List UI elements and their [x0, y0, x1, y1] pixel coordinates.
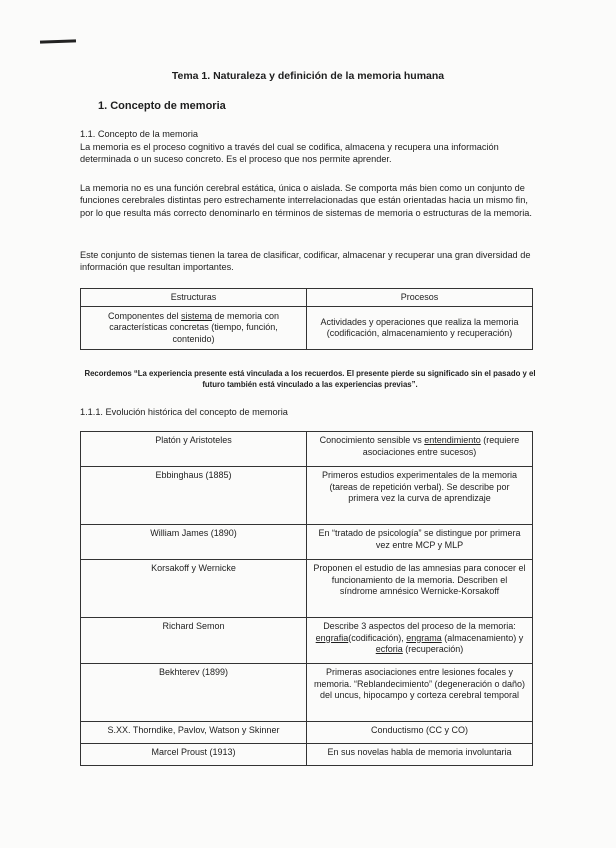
author-cell: Platón y Aristoteles [81, 432, 307, 467]
author-cell: William James (1890) [81, 525, 307, 560]
contribution-cell: Conocimiento sensible vs entendimiento (requiere asociaciones entre sucesos) [307, 432, 533, 467]
table-row [81, 525, 533, 560]
contribution-cell: Describe 3 aspectos del proceso de la memoria: engrafia(codificación), engrama (almacenamiento) y ecforia (recuperación) [307, 618, 533, 664]
table-row [81, 467, 533, 525]
contribution-cell: Primeros estudios experimentales de la memoria (tareas de repetición verbal). Se describe por primera vez la curva de aprendizaje [307, 467, 533, 525]
section-heading: 1. Concepto de memoria [98, 100, 226, 112]
contribution-cell: Conductismo (CC y CO) [307, 722, 533, 744]
contribution-cell: Proponen el estudio de las amnesias para conocer el funcionamiento de la memoria. Describen el síndrome amnésico Wernicke-Korsakoff [307, 560, 533, 618]
subsection-heading-1-1: 1.1. Concepto de la memoria [80, 129, 198, 139]
paragraph-systems: La memoria no es una función cerebral estática, única o aislada. Se comporta más bien como un conjunto de funciones cerebrales distintas pero estrechamente interrelacionadas que están orientadas hacia un mismo fin, por lo que resulta más correcto denominarlo en términos de sistemas de memoria o estructuras de la memoria. [80, 183, 532, 218]
history-table [80, 431, 533, 766]
table-header-row [81, 289, 533, 307]
table-row [81, 664, 533, 722]
table-row [81, 722, 533, 744]
table-row [81, 307, 533, 350]
table-row [81, 432, 533, 467]
header-structures: Estructuras [81, 289, 307, 307]
author-cell: S.XX. Thorndike, Pavlov, Watson y Skinner [81, 722, 307, 744]
table-row [81, 618, 533, 664]
structures-processes-table [80, 288, 533, 350]
author-cell: Marcel Proust (1913) [81, 744, 307, 766]
header-processes: Procesos [307, 289, 533, 307]
contribution-cell: En “tratado de psicología” se distingue por primera vez entre MCP y MLP [307, 525, 533, 560]
author-cell: Richard Semon [81, 618, 307, 664]
subsection-heading-1-1-1: 1.1.1. Evolución histórica del concepto de memoria [80, 407, 288, 417]
author-cell: Bekhterev (1899) [81, 664, 307, 722]
contribution-cell: En sus novelas habla de memoria involuntaria [307, 744, 533, 766]
table-row [81, 744, 533, 766]
processes-cell: Actividades y operaciones que realiza la memoria (codificación, almacenamiento y recuperación) [307, 307, 533, 350]
structures-cell: Componentes del sistema de memoria con características concretas (tiempo, función, contenido) [81, 307, 307, 350]
paragraph-definition: La memoria es el proceso cognitivo a través del cual se codifica, almacena y recupera una información determinada o un suceso concreto. Es el proceso que nos permite aprender. [80, 142, 499, 165]
author-cell: Korsakoff y Wernicke [81, 560, 307, 618]
contribution-cell: Primeras asociaciones entre lesiones focales y memoria. “Reblandecimiento” (degeneración o daño) del uncus, hipocampo y corteza cerebral temporal [307, 664, 533, 722]
table-row [81, 560, 533, 618]
document-title: Tema 1. Naturaleza y definición de la memoria humana [171, 70, 445, 82]
pen-mark [40, 39, 76, 43]
quote: Recordemos “La experiencia presente está vinculada a los recuerdos. El presente pierde su significado sin el pasado y el futuro también está vinculado a las experiencias previas”. [84, 369, 536, 389]
author-cell: Ebbinghaus (1885) [81, 467, 307, 525]
paragraph-tasks: Este conjunto de sistemas tienen la tarea de clasificar, codificar, almacenar y recuperar una gran diversidad de información que resultan importantes. [80, 250, 531, 273]
